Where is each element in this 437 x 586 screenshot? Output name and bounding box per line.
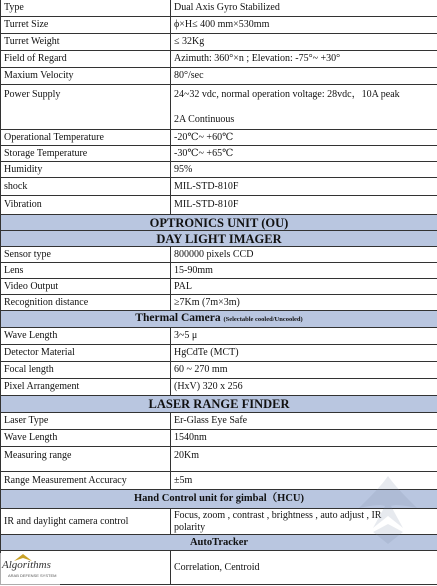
- label-thermal-wave-length: Wave Length: [1, 328, 171, 345]
- logo-text: Algorithms: [2, 559, 51, 571]
- thermal-note: (Selectable cooled/Uncooled): [223, 316, 303, 323]
- thermal-title: Thermal Camera: [135, 312, 221, 324]
- label-detector-material: Detector Material: [1, 345, 171, 362]
- value-thermal-wave-length: 3~5 μ: [171, 328, 437, 345]
- value-operational-temperature: -20℃~ +60℃: [171, 130, 437, 146]
- row-max-velocity: [1, 68, 437, 85]
- row-recognition-distance: [1, 295, 437, 311]
- value-max-velocity: 80°/sec: [171, 68, 437, 85]
- section-hcu-title: Hand Control unit for gimbal（HCU): [1, 490, 437, 509]
- label-turret-size: Turret Size: [1, 17, 171, 34]
- value-type: Dual Axis Gyro Stabilized: [171, 0, 437, 17]
- row-sensor-type: [1, 247, 437, 263]
- row-laser-wave-length: [1, 430, 437, 447]
- label-sensor-type: Sensor type: [1, 247, 171, 263]
- label-focal-length: Focal length: [1, 362, 171, 379]
- label-laser-type: Laser Type: [1, 413, 171, 430]
- label-measuring-range: Measuring range: [1, 447, 171, 472]
- row-measuring-range: [1, 447, 437, 472]
- section-laser: [1, 396, 437, 413]
- logo-subtext: ARAB DEFENSE SYSTEM: [8, 573, 57, 578]
- value-detector-material: HgCdTe (MCT): [171, 345, 437, 362]
- row-pixel-arrangement: [1, 379, 437, 396]
- label-lens: Lens: [1, 263, 171, 279]
- value-measuring-range: 20Km: [171, 447, 437, 472]
- value-power-supply: [171, 85, 437, 130]
- value-humidity: 95%: [171, 162, 437, 178]
- value-tracker: Correlation, Centroid: [171, 551, 437, 585]
- value-sensor-type: 800000 pixels CCD: [171, 247, 437, 263]
- row-video-output: [1, 279, 437, 295]
- row-vibration: [1, 196, 437, 215]
- label-storage-temperature: Storage Temperature: [1, 146, 171, 162]
- row-turret-size: [1, 17, 437, 34]
- row-humidity: [1, 162, 437, 178]
- label-recognition-distance: Recognition distance: [1, 295, 171, 311]
- row-thermal-wave-length: [1, 328, 437, 345]
- row-laser-type: [1, 413, 437, 430]
- label-humidity: Humidity: [1, 162, 171, 178]
- row-storage-temperature: [1, 146, 437, 162]
- label-range-accuracy: Range Measurement Accuracy: [1, 472, 171, 490]
- value-lens: 15-90mm: [171, 263, 437, 279]
- section-optronics-title: OPTRONICS UNIT (OU): [1, 215, 437, 231]
- value-field-of-regard: Azimuth: 360°×n ; Elevation: -75°~ +30°: [171, 51, 437, 68]
- value-turret-size: ϕ×H≤ 400 mm×530mm: [171, 17, 437, 34]
- section-hcu: [1, 490, 437, 509]
- section-daylight: [1, 231, 437, 247]
- hcu-line-1: Focus, zoom , contrast , brightness , auto adjust , IR: [174, 509, 382, 521]
- section-thermal: [1, 311, 437, 328]
- power-line-1: 24~32 vdc, normal operation voltage: 28vdc，10A peak: [174, 89, 400, 100]
- value-turret-weight: ≤ 32Kg: [171, 34, 437, 51]
- row-range-accuracy: [1, 472, 437, 490]
- value-vibration: MIL-STD-810F: [171, 196, 437, 215]
- label-vibration: Vibration: [1, 196, 171, 215]
- label-field-of-regard: Field of Regard: [1, 51, 171, 68]
- row-turret-weight: [1, 34, 437, 51]
- row-detector-material: [1, 345, 437, 362]
- row-lens: [1, 263, 437, 279]
- label-shock: shock: [1, 178, 171, 196]
- label-camera-control: IR and daylight camera control: [1, 509, 171, 535]
- value-laser-wave-length: 1540nm: [171, 430, 437, 447]
- value-video-output: PAL: [171, 279, 437, 295]
- row-tracker: [1, 551, 437, 585]
- value-recognition-distance: ≥7Km (7m×3m): [171, 295, 437, 311]
- hcu-line-2: polarity: [174, 521, 206, 533]
- row-operational-temperature: [1, 130, 437, 146]
- section-thermal-title: [1, 311, 437, 328]
- value-shock: MIL-STD-810F: [171, 178, 437, 196]
- row-power-supply: [1, 85, 437, 130]
- value-camera-control: [171, 509, 437, 535]
- row-focal-length: [1, 362, 437, 379]
- label-turret-weight: Turret Weight: [1, 34, 171, 51]
- value-focal-length: 60 ~ 270 mm: [171, 362, 437, 379]
- row-camera-control: [1, 509, 437, 535]
- label-max-velocity: Maxium Velocity: [1, 68, 171, 85]
- power-line-2: 2A Continuous: [174, 114, 235, 125]
- row-shock: [1, 178, 437, 196]
- label-video-output: Video Output: [1, 279, 171, 295]
- section-autotracker: [1, 535, 437, 551]
- label-pixel-arrangement: Pixel Arrangement: [1, 379, 171, 396]
- section-optronics: [1, 215, 437, 231]
- company-logo: [0, 553, 60, 586]
- section-laser-title: LASER RANGE FINDER: [1, 396, 437, 413]
- value-storage-temperature: -30℃~ +65℃: [171, 146, 437, 162]
- label-operational-temperature: Operational Temperature: [1, 130, 171, 146]
- label-power-supply: Power Supply: [1, 85, 171, 130]
- value-laser-type: Er-Glass Eye Safe: [171, 413, 437, 430]
- label-laser-wave-length: Wave Length: [1, 430, 171, 447]
- value-pixel-arrangement: (HxV) 320 x 256: [171, 379, 437, 396]
- value-range-accuracy: ±5m: [171, 472, 437, 490]
- section-autotracker-title: AutoTracker: [1, 535, 437, 551]
- row-type: [1, 0, 437, 17]
- row-field-of-regard: [1, 51, 437, 68]
- section-daylight-title: DAY LIGHT IMAGER: [1, 231, 437, 247]
- label-type: Type: [1, 0, 171, 17]
